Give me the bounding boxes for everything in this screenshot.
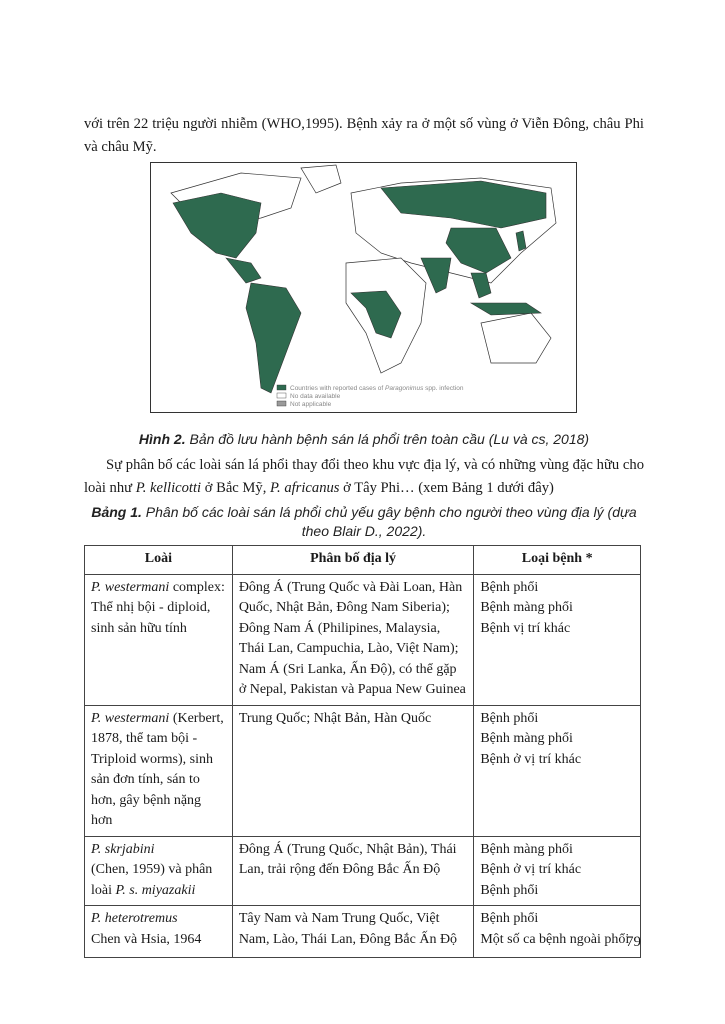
- page-number: 79: [626, 934, 641, 950]
- species-cell: P. westermani (Kerbert, 1878, thể tam bội - Triploid worms), sinh sản đơn tính, sán to hơn, gây bệnh nặng hơn: [85, 705, 233, 836]
- species-cell: P. heterotremus Chen và Hsia, 1964: [85, 906, 233, 958]
- intro-paragraph: với trên 22 triệu người nhiễm (WHO,1995). Bệnh xảy ra ở một số vùng ở Viễn Đông, châu Phi và châu Mỹ.: [84, 116, 644, 155]
- endemic-south-america: [246, 283, 301, 393]
- endemic-north-america: [173, 193, 261, 258]
- distribution-cell: Đông Á (Trung Quốc, Nhật Bản), Thái Lan, trải rộng đến Đông Bắc Ấn Độ: [232, 836, 474, 906]
- species-cell: P. westermani complex: Thể nhị bội - diploid, sinh sản hữu tính: [85, 574, 233, 705]
- legend-swatch-no-data: [277, 393, 286, 398]
- world-map: [151, 163, 576, 412]
- distribution-cell: Tây Nam và Nam Trung Quốc, Việt Nam, Lào, Thái Lan, Đông Bắc Ấn Độ: [232, 906, 474, 958]
- australia-outline: [481, 313, 551, 363]
- table-caption: Bảng 1. Phân bố các loài sán lá phổi chủ yếu gây bệnh cho người theo vùng địa lý (dựa theo Blair D., 2022).: [91, 504, 637, 539]
- header-distribution: Phân bố địa lý: [232, 546, 474, 575]
- legend-label-not-applicable: Not applicable: [290, 401, 332, 408]
- table-row: [85, 836, 641, 906]
- disease-cell: Bệnh phổi Một số ca bệnh ngoài phổi: [474, 906, 641, 958]
- table-row: [85, 574, 641, 705]
- distribution-paragraph: Sự phân bố các loài sán lá phổi thay đổi theo khu vực địa lý, và có những vùng đặc hữu cho loài như P. kellicotti ở Bắc Mỹ, P. africanus ở Tây Phi… (xem Bảng 1 dưới đây): [84, 457, 644, 496]
- legend-swatch-reported: [277, 385, 286, 390]
- header-disease: Loại bệnh *: [474, 546, 641, 575]
- map-legend: [277, 385, 464, 408]
- disease-cell: Bệnh phổi Bệnh màng phổi Bệnh vị trí khác: [474, 574, 641, 705]
- world-map-figure: [150, 162, 577, 413]
- legend-label-no-data: No data available: [290, 393, 341, 400]
- disease-cell: Bệnh phổi Bệnh màng phổi Bệnh ở vị trí khác: [474, 705, 641, 836]
- legend-swatch-not-applicable: [277, 401, 286, 406]
- table-row: [85, 906, 641, 958]
- endemic-indonesia: [471, 303, 541, 315]
- species-distribution-table: [84, 545, 641, 958]
- legend-label-reported: Countries with reported cases of Paragonimus spp. infection: [290, 385, 464, 392]
- table-header-row: [85, 546, 641, 575]
- distribution-cell: Đông Á (Trung Quốc và Đài Loan, Hàn Quốc, Nhật Bản, Đông Nam Siberia); Đông Nam Á (Philipines, Malaysia, Thái Lan, Campuchia, Lào, Việt Nam); Nam Á (Sri Lanka, Ấn Độ), có thể gặp ở Nepal, Pakistan và Papua New Guinea: [232, 574, 474, 705]
- disease-cell: Bệnh màng phổi Bệnh ở vị trí khác Bệnh phổi: [474, 836, 641, 906]
- species-cell: P. skrjabini (Chen, 1959) và phân loài P. s. miyazakii: [85, 836, 233, 906]
- distribution-cell: Trung Quốc; Nhật Bản, Hàn Quốc: [232, 705, 474, 836]
- endemic-central-america: [226, 258, 261, 283]
- table-row: [85, 705, 641, 836]
- figure-caption: Hình 2. Bản đồ lưu hành bệnh sán lá phổi trên toàn cầu (Lu và cs, 2018): [138, 431, 590, 447]
- header-species: Loài: [85, 546, 233, 575]
- greenland-outline: [301, 165, 341, 193]
